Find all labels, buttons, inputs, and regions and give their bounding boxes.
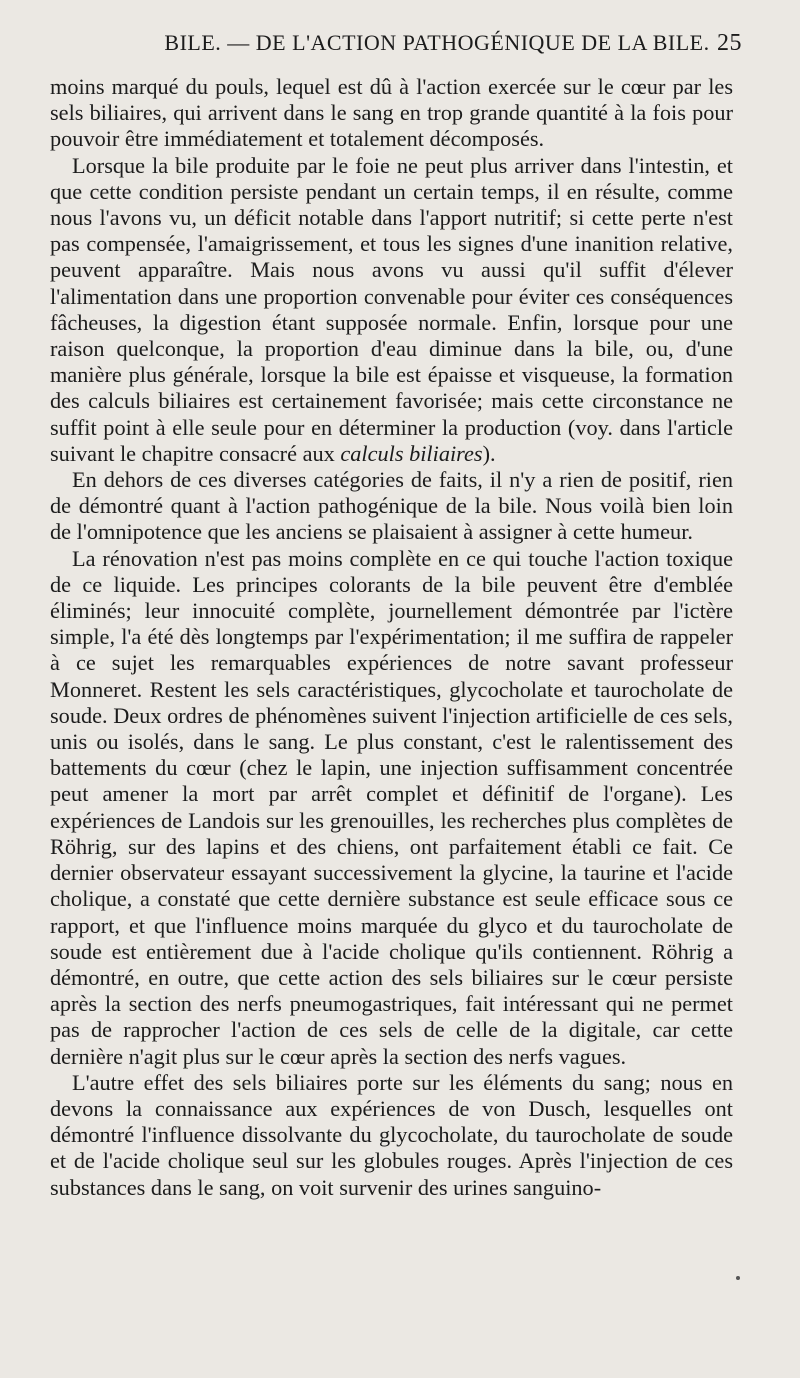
italic-term: calculs biliaires — [340, 440, 483, 466]
running-head — [52, 30, 742, 64]
paragraph-tail: ). — [482, 440, 496, 466]
page-number: 25 — [717, 30, 742, 56]
running-title: BILE. — DE L'ACTION PATHOGÉNIQUE DE LA BILE. — [164, 30, 710, 55]
paragraph-text: En dehors de ces diverses catégories de faits, il n'y a rien de positif, rien de démontré quant à l'action pathogénique de la bile. Nous voilà bien loin de l'omnipotence que les anciens se plaisaient à assigner à cette humeur. — [50, 467, 733, 545]
paragraph-blood-effects — [50, 1070, 733, 1201]
paragraph-pathogenic — [50, 467, 733, 546]
body-text — [50, 74, 733, 1201]
paragraph-text: L'autre effet des sels biliaires porte sur les éléments du sang; nous en devons la connaissance aux expériences de von Dusch, lesquelles ont démontré l'influence dissolvante du glycocholate, du taurocholate de soude et de l'acide cholique seul sur les globules rouges. Après l'injection de ces substances dans le sang, on voit survenir des urines sanguino- — [50, 1069, 733, 1200]
ink-speck — [736, 1276, 740, 1280]
paragraph-continued — [50, 74, 733, 153]
paragraph-text: Lorsque la bile produite par le foie ne peut plus arriver dans l'intestin, et que cette condition persiste pendant un certain temps, il en résulte, comme nous l'avons vu, un déficit notable dans l'apport nutritif; si cette perte n'est pas compensée, l'amaigrissement, et tous les signes d'une inanition relative, peuvent apparaître. Mais nous avons vu aussi qu'il suffit d'élever l'alimentation dans une proportion convenable pour éviter ces conséquences fâcheuses, la digestion étant supposée normale. Enfin, lorsque pour une raison quelconque, la proportion d'eau diminue dans la bile, ou, d'une manière plus générale, lorsque la bile est épaisse et visqueuse, la formation des calculs biliaires est certainement favorisée; mais cette circonstance ne suffit point à elle seule pour en déterminer la production (voy. dans l'article suivant le chapitre consacré aux — [50, 152, 733, 466]
paragraph-bile-flow — [50, 153, 733, 467]
paragraph-text: La rénovation n'est pas moins complète en ce qui touche l'action toxique de ce liquide. Les principes colorants de la bile peuvent être d'emblée éliminés; leur innocuité complète, journellement démontrée par l'ictère simple, l'a été dès longtemps par l'expérimentation; il me suffira de rappeler à ce sujet les remarquables expériences de notre savant professeur Monneret. Restent les sels caractéristiques, glycocholate et taurocholate de soude. Deux ordres de phénomènes suivent l'injection artificielle de ces sels, unis ou isolés, dans le sang. Le plus constant, c'est le ralentissement des battements du cœur (chez le lapin, une injection suffisamment concentrée peut amener la mort par arrêt complet et définitif de l'organe). Les expériences de Landois sur les grenouilles, les recherches plus complètes de Röhrig, sur des lapins et des chiens, ont parfaitement établi ce fait. Ce dernier observateur essayant successivement la glycine, la taurine et l'acide cholique, a constaté que cette dernière substance est seule efficace sous ce rapport, et que l'influence moins marquée du glyco et du taurocholate de soude est entièrement due à l'acide cholique qu'ils contiennent. Röhrig a démontré, en outre, que cette action des sels biliaires sur le cœur persiste après la section des nerfs pneumogastriques, fait intéressant qui ne permet pas de rapprocher l'action de ces sels de celle de la digitale, car cette dernière n'agit plus sur le cœur après la section des nerfs vagues. — [50, 545, 733, 1069]
paragraph-toxic-action — [50, 546, 733, 1070]
paragraph-text: moins marqué du pouls, lequel est dû à l'action exercée sur le cœur par les sels biliaires, qui arrivent dans le sang en trop grande quantité à la fois pour pouvoir être immédiatement et totalement décomposés. — [50, 74, 733, 152]
